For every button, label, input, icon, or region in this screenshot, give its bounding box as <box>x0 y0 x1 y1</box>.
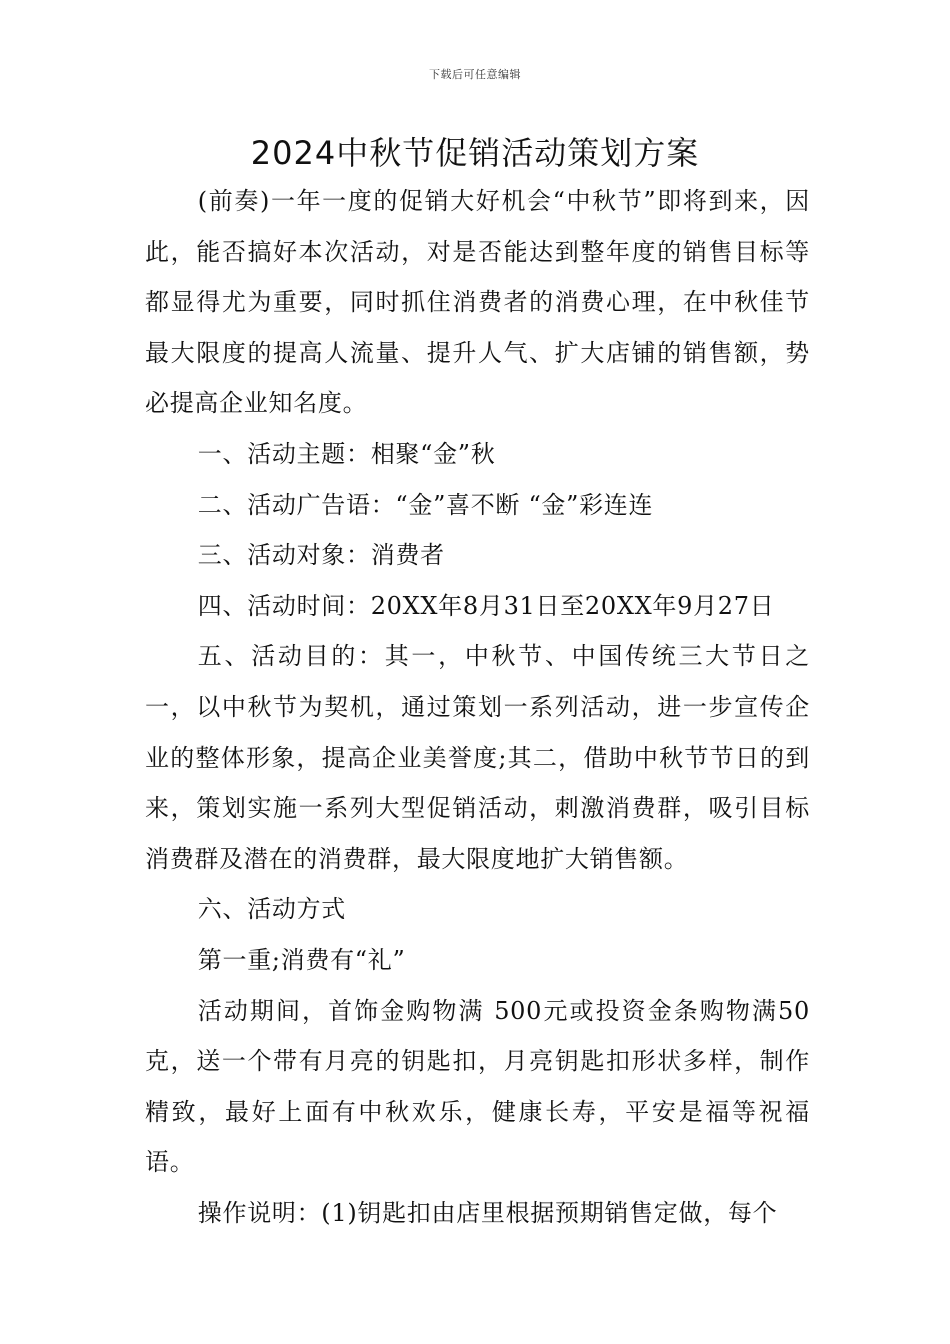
header-note: 下载后可任意编辑 <box>429 68 521 81</box>
paragraph-time: 四、活动时间：20XX年8月31日至20XX年9月27日 <box>197 591 775 620</box>
paragraph-audience: 三、活动对象：消费者 <box>197 541 445 570</box>
page-title: 2024中秋节促销活动策划方案 <box>250 134 700 172</box>
paragraph-theme: 一、活动主题：相聚“金”秋 <box>197 439 496 468</box>
paragraph-slogan: 二、活动广告语：“金”喜不断 “金”彩连连 <box>197 490 654 519</box>
paragraph-gift-details: 活动期间，首饰金购物满 500元或投资金条购物满50克，送一个带有月亮的钥匙扣，月亮钥匙扣形状多样，制作精致，最好上面有中秋欢乐，健康长寿，平安是福等祝福语。 <box>145 996 810 1177</box>
paragraph-intro: (前奏)一年一度的促销大好机会“中秋节”即将到来，因此，能否搞好本次活动，对是否能达到整年度的销售目标等都显得尤为重要，同时抓住消费者的消费心理，在中秋佳节最大限度的提高人流量、提升人气、扩大店铺的销售额，势必提高企业知名度。 <box>145 187 810 418</box>
paragraph-operation-notes: 操作说明：(1)钥匙扣由店里根据预期销售定做，每个 <box>197 1198 778 1227</box>
paragraph-first-tier: 第一重;消费有“礼” <box>197 945 406 974</box>
document-body <box>145 176 810 1238</box>
paragraph-purpose: 五、活动目的：其一，中秋节、中国传统三大节日之一，以中秋节为契机，通过策划一系列活动，进一步宣传企业的整体形象，提高企业美誉度;其二，借助中秋节节日的到来，策划实施一系列大型促销活动，刺激消费群，吸引目标消费群及潜在的消费群，最大限度地扩大销售额。 <box>145 642 810 873</box>
paragraph-method-heading: 六、活动方式 <box>197 895 346 924</box>
